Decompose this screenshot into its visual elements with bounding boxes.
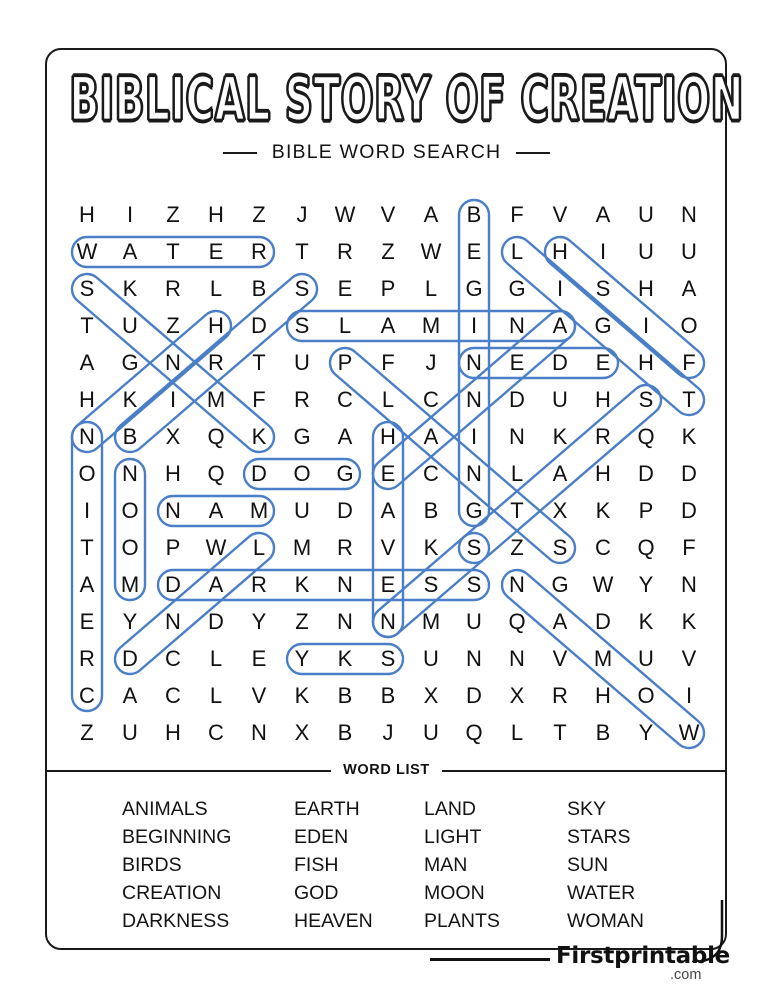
grid-cell[interactable]: D	[251, 313, 267, 338]
grid-cell[interactable]: N	[337, 609, 353, 634]
grid-cell[interactable]: Y	[638, 572, 654, 597]
grid-cell[interactable]: R	[79, 646, 95, 671]
grid-cell[interactable]: S	[380, 646, 396, 671]
grid-cell[interactable]: L	[381, 387, 395, 412]
word-list-item: GOD	[294, 882, 339, 904]
subtitle-row	[0, 141, 773, 164]
grid-cell[interactable]: T	[80, 535, 94, 560]
grid-cell[interactable]: M	[421, 609, 441, 634]
grid-cell[interactable]: J	[425, 350, 437, 375]
grid-cell[interactable]: T	[80, 313, 94, 338]
grid-cell[interactable]: G	[336, 461, 354, 486]
grid-cell[interactable]: W	[420, 239, 442, 264]
grid-cell[interactable]: W	[205, 535, 227, 560]
grid-cell[interactable]: C	[208, 720, 224, 745]
grid-cell[interactable]: C	[423, 387, 439, 412]
grid-cell[interactable]: Y	[251, 609, 267, 634]
grid-cell[interactable]: S	[595, 276, 611, 301]
grid-cell[interactable]: R	[552, 683, 568, 708]
grid-cell[interactable]: M	[249, 498, 269, 523]
grid-cell[interactable]: C	[165, 646, 181, 671]
grid-cell[interactable]: V	[681, 646, 697, 671]
grid-cell[interactable]: A	[423, 202, 439, 227]
grid-cell[interactable]: Y	[638, 720, 654, 745]
grid-cell[interactable]: Q	[207, 424, 225, 449]
grid-cell[interactable]: A	[380, 313, 396, 338]
grid-cell[interactable]: N	[509, 424, 525, 449]
grid-cell[interactable]: K	[337, 646, 353, 671]
grid-cell[interactable]: H	[165, 720, 181, 745]
word-list-item: WOMAN	[567, 910, 644, 932]
grid-cell[interactable]: D	[509, 387, 525, 412]
grid-cell[interactable]: A	[681, 276, 697, 301]
grid-cell[interactable]: D	[466, 683, 482, 708]
grid-cell[interactable]: K	[122, 276, 138, 301]
grid-cell[interactable]: A	[552, 461, 568, 486]
word-list	[122, 795, 682, 935]
grid-cell[interactable]: M	[421, 313, 441, 338]
brand-name: Firstprintable	[556, 943, 730, 969]
word-list-item: MOON	[424, 882, 485, 904]
grid-cell[interactable]: U	[552, 387, 568, 412]
grid-cell[interactable]: G	[465, 276, 483, 301]
grid-cell[interactable]: H	[208, 202, 224, 227]
grid-cell[interactable]: D	[251, 461, 267, 486]
grid-cell[interactable]: S	[466, 535, 482, 560]
grid-cell[interactable]: U	[638, 202, 654, 227]
grid-cell[interactable]: Q	[637, 535, 655, 560]
grid-cell[interactable]: K	[595, 498, 611, 523]
grid-cell[interactable]: U	[681, 239, 697, 264]
grid-cell[interactable]: K	[552, 424, 568, 449]
word-list-item: CREATION	[122, 882, 222, 904]
grid-cell[interactable]: J	[296, 202, 308, 227]
word-list-item: MAN	[424, 854, 468, 876]
grid-cell[interactable]: S	[79, 276, 95, 301]
grid-cell[interactable]: C	[423, 461, 439, 486]
grid-cell[interactable]: F	[682, 350, 696, 375]
word-list-item: EDEN	[294, 826, 349, 848]
subtitle: BIBLE WORD SEARCH	[271, 141, 502, 163]
grid-cell[interactable]: A	[208, 572, 224, 597]
grid-cell[interactable]: G	[551, 572, 569, 597]
grid-cell[interactable]: A	[337, 424, 353, 449]
page-title: BIBLICAL STORY OF CREATION	[69, 64, 744, 136]
letter-grid[interactable]	[72, 196, 700, 745]
grid-cell[interactable]: D	[595, 609, 611, 634]
grid-cell[interactable]: L	[510, 461, 524, 486]
grid-cell[interactable]: R	[165, 276, 181, 301]
word-list-item: SKY	[567, 798, 607, 820]
grid-cell[interactable]: L	[338, 313, 352, 338]
grid-cell[interactable]: N	[466, 387, 482, 412]
grid-cell[interactable]: O	[293, 461, 311, 486]
word-list-item: STARS	[567, 826, 631, 848]
grid-cell[interactable]: A	[552, 313, 568, 338]
grid-cell[interactable]: N	[337, 572, 353, 597]
grid-cell[interactable]: L	[252, 535, 266, 560]
grid-cell[interactable]: Z	[381, 239, 395, 264]
grid-cell[interactable]: G	[465, 498, 483, 523]
grid-cell[interactable]: B	[595, 720, 611, 745]
grid-cell[interactable]: A	[122, 239, 138, 264]
grid-cell[interactable]: P	[165, 535, 181, 560]
grid-cell[interactable]: N	[466, 646, 482, 671]
grid-cell[interactable]: E	[595, 350, 611, 375]
grid-cell[interactable]: K	[681, 424, 697, 449]
grid-cell[interactable]: N	[122, 461, 138, 486]
grid-cell[interactable]: S	[552, 535, 568, 560]
word-list-heading	[0, 761, 773, 779]
grid-cell[interactable]: K	[294, 683, 310, 708]
grid-cell[interactable]: A	[79, 572, 95, 597]
grid-cell[interactable]: C	[79, 683, 95, 708]
grid-cell[interactable]: L	[424, 276, 438, 301]
grid-cell[interactable]: P	[638, 498, 654, 523]
word-list-item: PLANTS	[424, 910, 500, 932]
grid-cell[interactable]: A	[552, 609, 568, 634]
grid-cell[interactable]: N	[681, 572, 697, 597]
grid-cell[interactable]: E	[380, 461, 396, 486]
brand-rule	[430, 958, 550, 961]
grid-cell[interactable]: N	[681, 202, 697, 227]
grid-cell[interactable]: R	[251, 572, 267, 597]
word-list-item: DARKNESS	[122, 910, 230, 932]
grid-cell[interactable]: G	[121, 350, 139, 375]
grid-cell[interactable]: H	[595, 387, 611, 412]
grid-cell[interactable]: S	[423, 572, 439, 597]
grid-cell[interactable]: D	[337, 498, 353, 523]
grid-cell[interactable]: Q	[465, 720, 483, 745]
grid-cell[interactable]: S	[466, 572, 482, 597]
grid-cell[interactable]: P	[380, 276, 396, 301]
grid-cell[interactable]: R	[337, 535, 353, 560]
grid-cell[interactable]: H	[595, 461, 611, 486]
word-list-item: FISH	[294, 854, 339, 876]
grid-cell[interactable]: N	[165, 498, 181, 523]
grid-cell[interactable]: Z	[510, 535, 524, 560]
grid-cell[interactable]: U	[466, 609, 482, 634]
grid-cell[interactable]: C	[337, 387, 353, 412]
grid-cell[interactable]: E	[509, 350, 525, 375]
grid-cell[interactable]: X	[294, 720, 310, 745]
grid-cell[interactable]: L	[510, 239, 524, 264]
grid-cell[interactable]: Q	[637, 424, 655, 449]
grid-cell[interactable]: O	[121, 498, 139, 523]
word-list-item: BEGINNING	[122, 826, 232, 848]
grid-cell[interactable]: B	[380, 683, 396, 708]
grid-cell[interactable]: H	[79, 202, 95, 227]
grid-cell[interactable]: A	[423, 424, 439, 449]
grid-cell[interactable]: M	[593, 646, 613, 671]
grid-cell[interactable]: R	[337, 239, 353, 264]
grid-cell[interactable]: W	[592, 572, 614, 597]
grid-cell[interactable]: N	[509, 572, 525, 597]
grid-cell[interactable]: M	[120, 572, 140, 597]
grid-cell[interactable]: I	[685, 683, 693, 708]
word-list-heading-label: WORD LIST	[331, 762, 442, 778]
grid-cell[interactable]: E	[337, 276, 353, 301]
grid-cell[interactable]: K	[423, 535, 439, 560]
grid-cell[interactable]: H	[208, 313, 224, 338]
grid-cell[interactable]: I	[599, 239, 607, 264]
grid-cell[interactable]: H	[552, 239, 568, 264]
grid-cell[interactable]: Z	[166, 202, 180, 227]
grid-cell[interactable]: T	[252, 350, 266, 375]
grid-cell[interactable]: J	[382, 720, 394, 745]
word-list-item: WATER	[567, 882, 636, 904]
grid-cell[interactable]: D	[122, 646, 138, 671]
grid-cell[interactable]: A	[208, 498, 224, 523]
grid-cell[interactable]: D	[208, 609, 224, 634]
grid-cell[interactable]: V	[552, 202, 568, 227]
grid-cell[interactable]: M	[206, 387, 226, 412]
grid-cell[interactable]: V	[251, 683, 267, 708]
brand-tld: .com	[670, 967, 702, 983]
grid-cell[interactable]: N	[79, 424, 95, 449]
grid-cell[interactable]: F	[682, 535, 696, 560]
grid-cell[interactable]: D	[165, 572, 181, 597]
grid-cell[interactable]: G	[594, 313, 612, 338]
grid-cell[interactable]: W	[76, 239, 98, 264]
grid-cell[interactable]: U	[423, 646, 439, 671]
grid-cell[interactable]: V	[380, 202, 396, 227]
grid-cell[interactable]: H	[79, 387, 95, 412]
grid-cell[interactable]: Y	[294, 646, 310, 671]
grid-cell[interactable]: U	[638, 239, 654, 264]
grid-cell[interactable]: D	[681, 461, 697, 486]
grid-cell[interactable]: E	[466, 239, 482, 264]
grid-cell[interactable]: U	[294, 350, 310, 375]
word-list-item: HEAVEN	[294, 910, 373, 932]
grid-cell[interactable]: L	[510, 720, 524, 745]
grid-cell[interactable]: I	[470, 313, 478, 338]
grid-cell[interactable]: H	[595, 683, 611, 708]
grid-cell[interactable]: B	[337, 720, 353, 745]
grid-cell[interactable]: G	[508, 276, 526, 301]
grid-cell[interactable]: I	[126, 202, 134, 227]
grid-cell[interactable]: O	[637, 683, 655, 708]
word-list-item: ANIMALS	[122, 798, 208, 820]
grid-cell[interactable]: S	[638, 387, 654, 412]
grid-cell[interactable]: K	[681, 609, 697, 634]
word-list-item: BIRDS	[122, 854, 182, 876]
grid-cell[interactable]: T	[166, 239, 180, 264]
grid-cell[interactable]: R	[208, 350, 224, 375]
subtitle-rule-right	[516, 152, 550, 154]
grid-cell[interactable]: B	[423, 498, 439, 523]
grid-cell[interactable]: O	[121, 535, 139, 560]
grid-cell[interactable]: S	[294, 276, 310, 301]
grid-cell[interactable]: U	[122, 313, 138, 338]
grid-cell[interactable]: U	[423, 720, 439, 745]
grid-cell[interactable]: E	[380, 572, 396, 597]
grid-cell[interactable]: N	[509, 646, 525, 671]
grid-cell[interactable]: H	[380, 424, 396, 449]
grid-cell[interactable]: D	[681, 498, 697, 523]
grid-cell[interactable]: N	[165, 350, 181, 375]
grid-cell[interactable]: D	[638, 461, 654, 486]
grid-cell[interactable]: I	[556, 276, 564, 301]
grid-cell[interactable]: F	[252, 387, 266, 412]
word-list-item: LAND	[424, 798, 477, 820]
grid-cell[interactable]: D	[552, 350, 568, 375]
grid-cell[interactable]: A	[380, 498, 396, 523]
grid-cell[interactable]: N	[380, 609, 396, 634]
word-highlight	[324, 342, 581, 569]
grid-cell[interactable]: N	[466, 461, 482, 486]
grid-cell[interactable]: R	[294, 387, 310, 412]
grid-cell[interactable]: N	[509, 313, 525, 338]
grid-cell[interactable]: L	[209, 646, 223, 671]
grid-cell[interactable]: R	[251, 239, 267, 264]
grid-cell[interactable]: L	[209, 683, 223, 708]
grid-cell[interactable]: B	[122, 424, 138, 449]
grid-cell[interactable]: U	[638, 646, 654, 671]
grid-cell[interactable]: X	[552, 498, 568, 523]
grid-cell[interactable]: E	[251, 646, 267, 671]
word-list-item: SUN	[567, 854, 609, 876]
grid-cell[interactable]: A	[595, 202, 611, 227]
grid-cell[interactable]: N	[165, 609, 181, 634]
grid-cell[interactable]: K	[294, 572, 310, 597]
grid-cell[interactable]: I	[642, 313, 650, 338]
grid-cell[interactable]: K	[122, 387, 138, 412]
grid-cell[interactable]: Z	[295, 609, 309, 634]
grid-cell[interactable]: Q	[508, 609, 526, 634]
grid-cell[interactable]: R	[595, 424, 611, 449]
subtitle-rule-left	[223, 152, 257, 154]
grid-cell[interactable]: X	[165, 424, 181, 449]
grid-cell[interactable]: K	[251, 424, 267, 449]
grid-cell[interactable]: M	[292, 535, 312, 560]
grid-cell[interactable]: K	[638, 609, 654, 634]
grid-cell[interactable]: V	[552, 646, 568, 671]
word-list-item: LIGHT	[424, 826, 482, 848]
grid-cell[interactable]: C	[595, 535, 611, 560]
grid-cell[interactable]: B	[251, 276, 267, 301]
grid-cell[interactable]: C	[165, 683, 181, 708]
word-list-item: EARTH	[294, 798, 360, 820]
grid-cell[interactable]: X	[509, 683, 525, 708]
grid-cell[interactable]: Y	[122, 609, 138, 634]
grid-cell[interactable]: G	[293, 424, 311, 449]
grid-cell[interactable]: V	[380, 535, 396, 560]
grid-cell[interactable]: T	[510, 498, 524, 523]
grid-cell[interactable]: I	[169, 387, 177, 412]
grid-cell[interactable]: H	[638, 350, 654, 375]
grid-cell[interactable]: H	[165, 461, 181, 486]
grid-cell[interactable]: I	[470, 424, 478, 449]
grid-cell[interactable]: U	[294, 498, 310, 523]
grid-cell[interactable]: T	[682, 387, 696, 412]
grid-cell[interactable]: Z	[80, 720, 94, 745]
grid-cell[interactable]: Z	[252, 202, 266, 227]
grid-cell[interactable]: Q	[207, 461, 225, 486]
grid-cell[interactable]: F	[510, 202, 524, 227]
grid-cell[interactable]: W	[678, 720, 700, 745]
grid-cell[interactable]: O	[78, 461, 96, 486]
grid-cell[interactable]: H	[638, 276, 654, 301]
grid-cell[interactable]: F	[381, 350, 395, 375]
grid-cell[interactable]: E	[79, 609, 95, 634]
grid-cell[interactable]: P	[337, 350, 353, 375]
grid-cell[interactable]: L	[209, 276, 223, 301]
grid-cell[interactable]: B	[466, 202, 482, 227]
grid-cell[interactable]: U	[122, 720, 138, 745]
grid-cell[interactable]: Z	[166, 313, 180, 338]
grid-cell[interactable]: N	[251, 720, 267, 745]
grid-cell[interactable]: W	[334, 202, 356, 227]
grid-cell[interactable]: I	[83, 498, 91, 523]
grid-cell[interactable]: T	[553, 720, 567, 745]
grid-cell[interactable]: O	[680, 313, 698, 338]
grid-cell[interactable]: E	[208, 239, 224, 264]
grid-cell[interactable]: A	[79, 350, 95, 375]
grid-cell[interactable]: N	[466, 350, 482, 375]
grid-cell[interactable]: X	[423, 683, 439, 708]
grid-cell[interactable]: T	[295, 239, 309, 264]
grid-cell[interactable]: A	[122, 683, 138, 708]
grid-cell[interactable]: B	[337, 683, 353, 708]
grid-cell[interactable]: S	[294, 313, 310, 338]
